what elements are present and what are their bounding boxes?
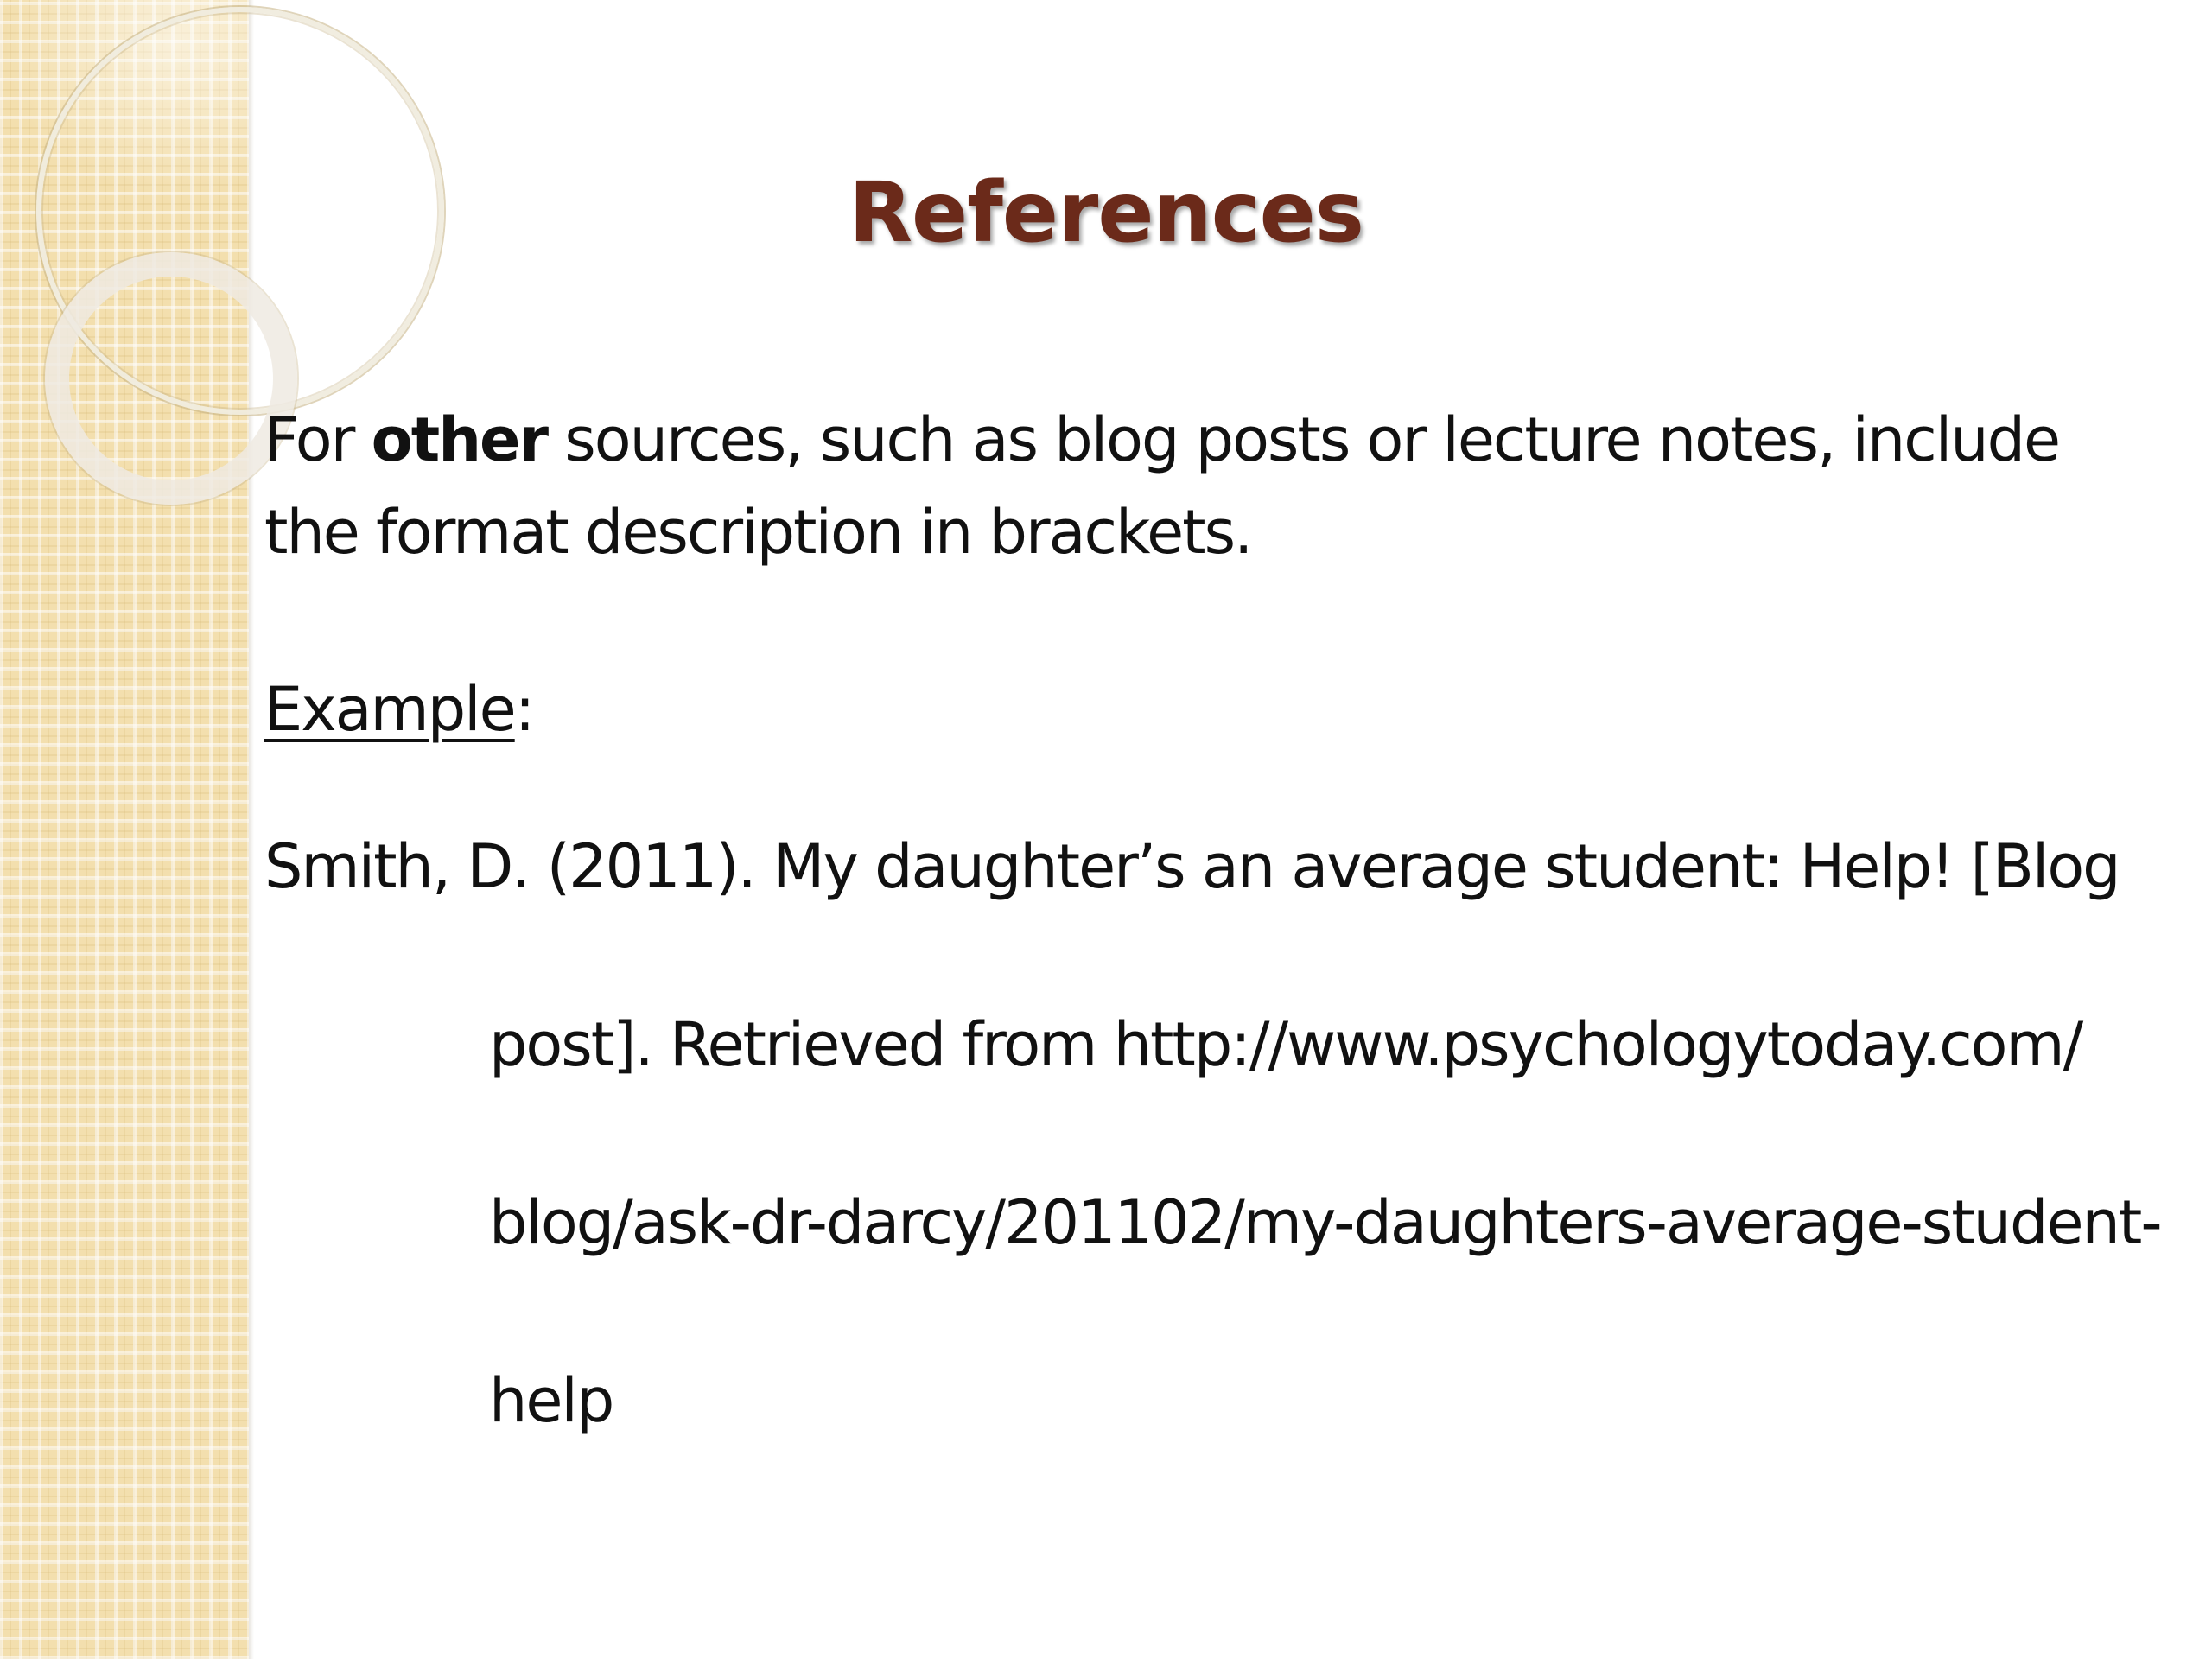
example-colon: :: [514, 674, 534, 745]
intro-emphasis: other: [371, 404, 548, 475]
intro-line-1: [264, 404, 2059, 475]
intro-prefix: For: [264, 404, 372, 475]
sidebar-edge: [249, 0, 254, 1659]
decorative-sidebar: [0, 0, 251, 1659]
intro-line-2: the format description in brackets.: [264, 497, 1252, 568]
intro-line1-rest: sources, such as blog posts or lecture notes, include: [547, 404, 2060, 475]
reference-line-1: Smith, D. (2011). My daughter’s an average student: Help! [Blog: [264, 831, 2120, 902]
sidebar-glow: [0, 0, 249, 199]
example-label: Example: [264, 674, 515, 745]
reference-line-3: blog/ask-dr-darcy/201102/my-daughters-average-student-: [489, 1187, 2161, 1258]
reference-line-2: post]. Retrieved from http://www.psychologytoday.com/: [489, 1009, 2082, 1080]
example-heading: [264, 674, 533, 745]
reference-line-4: help: [489, 1365, 613, 1436]
slide-title: References: [849, 164, 1363, 261]
